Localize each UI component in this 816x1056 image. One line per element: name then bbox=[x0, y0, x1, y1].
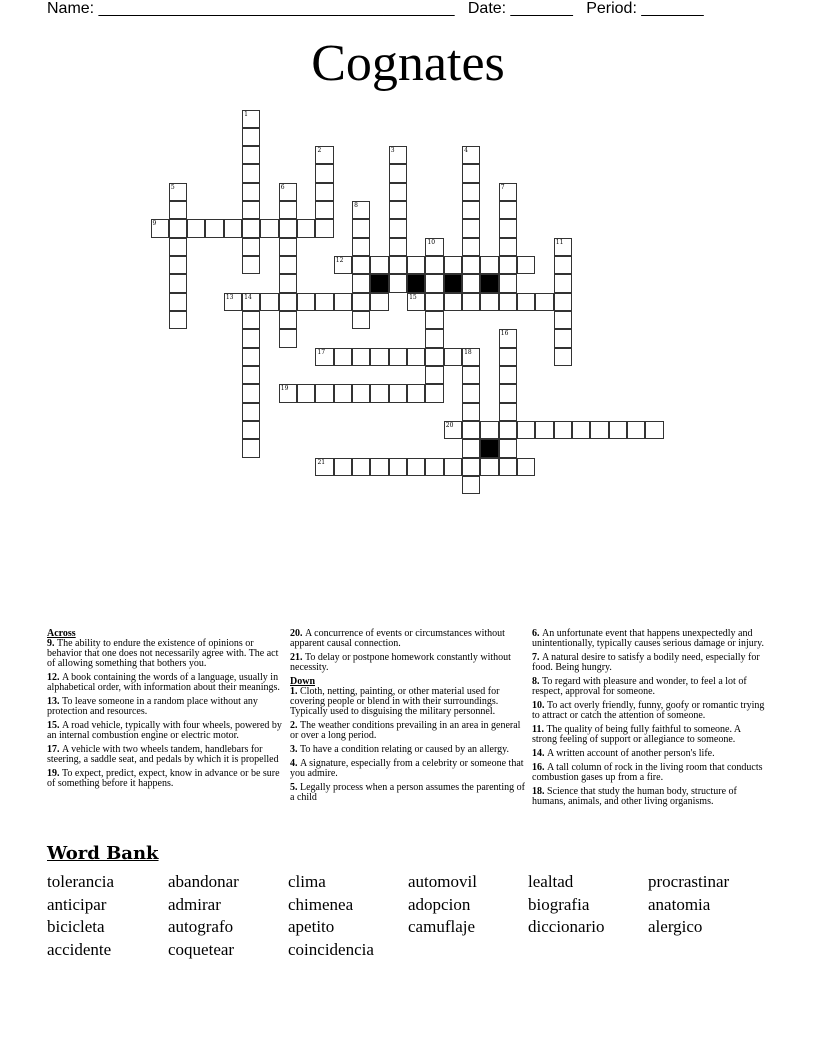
grid-cell[interactable] bbox=[499, 403, 517, 421]
across-clue bbox=[290, 629, 526, 649]
clue-number: 18 bbox=[464, 348, 472, 356]
grid-cell[interactable] bbox=[517, 421, 535, 439]
clue-number: 9. bbox=[47, 638, 57, 649]
word-bank-item: accidente bbox=[47, 939, 112, 959]
across-clue bbox=[47, 673, 283, 693]
word-bank-item: alergico bbox=[648, 917, 703, 936]
grid-cell[interactable] bbox=[554, 329, 572, 347]
clue-number: 20 bbox=[445, 422, 454, 430]
grid-cell[interactable] bbox=[462, 201, 480, 219]
clue-text: The ability to endure the existence of opinions or behavior that one does not necessarily agree with. The act of allowing something that bothers you. bbox=[47, 638, 279, 669]
word-bank-item: coincidencia bbox=[288, 939, 374, 959]
grid-cell[interactable] bbox=[407, 348, 425, 366]
grid-cell[interactable] bbox=[370, 384, 388, 402]
clue-number: 17. bbox=[47, 744, 62, 755]
grid-cell[interactable] bbox=[554, 256, 572, 274]
grid-cell[interactable] bbox=[462, 238, 480, 256]
grid-cell[interactable] bbox=[315, 293, 333, 311]
grid-cell[interactable] bbox=[242, 219, 260, 237]
grid-cell[interactable] bbox=[480, 421, 498, 439]
clue-number: 1 bbox=[244, 110, 248, 118]
grid-cell[interactable] bbox=[315, 183, 333, 201]
clues-column-1 bbox=[47, 629, 283, 793]
grid-cell[interactable] bbox=[425, 366, 443, 384]
grid-cell[interactable] bbox=[352, 293, 370, 311]
grid-cell[interactable] bbox=[169, 293, 187, 311]
grid-cell[interactable] bbox=[480, 256, 498, 274]
grid-cell[interactable] bbox=[242, 348, 260, 366]
grid-cell[interactable] bbox=[224, 293, 242, 311]
grid-cell[interactable] bbox=[425, 238, 443, 256]
grid-cell[interactable] bbox=[425, 384, 443, 402]
clue-number: 2 bbox=[317, 147, 322, 155]
down-clue bbox=[290, 745, 526, 755]
grid-cell[interactable] bbox=[242, 128, 260, 146]
grid-cell[interactable] bbox=[462, 146, 480, 164]
clue-number: 10. bbox=[532, 700, 547, 711]
clue-text: Cloth, netting, painting, or other material used for covering people or blend in with their surroundings. Typically used to disguising the military personnel. bbox=[290, 686, 500, 717]
clue-text: A tall column of rock in the living room that conducts combustion gases up from a fire. bbox=[532, 762, 763, 783]
clue-number: 16 bbox=[500, 330, 509, 338]
word-bank-item: tolerancia bbox=[47, 872, 115, 891]
grid-cell[interactable] bbox=[499, 329, 517, 347]
grid-cell[interactable] bbox=[609, 421, 627, 439]
grid-cell[interactable] bbox=[590, 421, 608, 439]
down-clue bbox=[290, 687, 526, 717]
clue-number: 13 bbox=[225, 293, 234, 301]
clue-text: A vehicle with two wheels tandem, handlebars for steering, a saddle seat, and pedals by which it is propelled bbox=[47, 744, 279, 765]
grid-cell[interactable] bbox=[499, 348, 517, 366]
grid-cell[interactable] bbox=[352, 201, 370, 219]
grid-cell[interactable] bbox=[554, 311, 572, 329]
grid-cell[interactable] bbox=[462, 421, 480, 439]
word-bank-item: adopcion bbox=[408, 894, 471, 914]
grid-cell[interactable] bbox=[279, 183, 297, 201]
grid-cell[interactable] bbox=[407, 384, 425, 402]
grid-cell[interactable] bbox=[279, 293, 297, 311]
clue-text: A signature, especially from a celebrity or someone that you admire. bbox=[290, 758, 524, 779]
grid-cell[interactable] bbox=[462, 366, 480, 384]
grid-cell[interactable] bbox=[389, 219, 407, 237]
word-bank-item: camuflaje bbox=[408, 917, 476, 936]
clue-number: 14 bbox=[244, 293, 252, 301]
down-heading: Down bbox=[290, 676, 316, 687]
grid-cell[interactable] bbox=[554, 238, 572, 256]
name-field[interactable]: Name: ________________________________________ bbox=[47, 0, 455, 17]
grid-cell[interactable] bbox=[389, 164, 407, 182]
grid-cell[interactable] bbox=[462, 256, 480, 274]
grid-cell[interactable] bbox=[517, 293, 535, 311]
grid-cell[interactable] bbox=[425, 311, 443, 329]
grid-cell[interactable] bbox=[370, 293, 388, 311]
down-clue bbox=[290, 721, 526, 741]
clue-number: 5 bbox=[170, 183, 175, 191]
grid-cell[interactable] bbox=[297, 293, 315, 311]
clue-text: An unfortunate event that happens unexpectedly and unintentionally, typically causes serious damage or injury. bbox=[532, 628, 764, 649]
word-bank-item: chimenea bbox=[288, 894, 354, 914]
grid-cell[interactable] bbox=[352, 348, 370, 366]
grid-cell[interactable] bbox=[334, 256, 352, 274]
grid-cell[interactable] bbox=[279, 329, 297, 347]
grid-cell[interactable] bbox=[352, 219, 370, 237]
grid-cell[interactable] bbox=[407, 256, 425, 274]
grid-cell[interactable] bbox=[315, 458, 333, 476]
grid-cell[interactable] bbox=[517, 458, 535, 476]
across-clue bbox=[47, 769, 283, 789]
clue-number: 11. bbox=[532, 724, 547, 735]
grid-cell[interactable] bbox=[260, 293, 278, 311]
grid-cell[interactable] bbox=[205, 219, 223, 237]
grid-cell[interactable] bbox=[242, 256, 260, 274]
down-clue bbox=[532, 677, 768, 697]
clue-number: 3. bbox=[290, 744, 300, 755]
across-clue bbox=[290, 653, 526, 673]
word-bank-item: admirar bbox=[168, 894, 221, 914]
across-clue bbox=[47, 721, 283, 741]
clue-number: 17 bbox=[317, 348, 326, 356]
clue-number: 15. bbox=[47, 720, 62, 731]
grid-cell[interactable] bbox=[389, 183, 407, 201]
grid-cell[interactable] bbox=[389, 256, 407, 274]
black-square bbox=[480, 274, 498, 292]
clue-number: 7 bbox=[500, 183, 505, 191]
grid-cell[interactable] bbox=[370, 458, 388, 476]
grid-cell[interactable] bbox=[425, 256, 443, 274]
word-bank-item: diccionario bbox=[528, 917, 605, 936]
grid-cell[interactable] bbox=[315, 146, 333, 164]
grid-cell[interactable] bbox=[169, 311, 187, 329]
down-clue bbox=[532, 653, 768, 673]
clue-number: 9 bbox=[152, 220, 157, 228]
word-bank-item: procrastinar bbox=[648, 872, 730, 891]
down-clue bbox=[532, 629, 768, 649]
grid-cell[interactable] bbox=[407, 458, 425, 476]
clue-number: 12. bbox=[47, 672, 62, 683]
grid-cell[interactable] bbox=[334, 384, 352, 402]
word-bank-item: bicicleta bbox=[47, 917, 105, 936]
clue-text: A written account of another person's life. bbox=[547, 748, 715, 759]
period-field[interactable]: Period: _______ bbox=[586, 0, 704, 17]
grid-cell[interactable] bbox=[499, 293, 517, 311]
grid-cell[interactable] bbox=[499, 201, 517, 219]
clue-text: To regard with pleasure and wonder, to feel a lot of respect, approval for someone. bbox=[532, 676, 747, 697]
grid-cell[interactable] bbox=[279, 219, 297, 237]
grid-cell[interactable] bbox=[462, 183, 480, 201]
grid-cell[interactable] bbox=[444, 256, 462, 274]
clue-number: 19. bbox=[47, 768, 62, 779]
clue-number: 19 bbox=[280, 385, 289, 393]
grid-cell[interactable] bbox=[169, 238, 187, 256]
clue-number: 6 bbox=[280, 183, 285, 191]
grid-cell[interactable] bbox=[315, 164, 333, 182]
clue-text: To expect, predict, expect, know in advance or be sure of something before it happens. bbox=[47, 768, 280, 789]
grid-cell[interactable] bbox=[444, 293, 462, 311]
clue-text: The quality of being fully faithful to someone. A strong feeling of support or allegiance to someone. bbox=[532, 724, 741, 745]
grid-cell[interactable] bbox=[315, 384, 333, 402]
down-clue bbox=[532, 763, 768, 783]
grid-cell[interactable] bbox=[462, 403, 480, 421]
grid-cell[interactable] bbox=[389, 458, 407, 476]
grid-cell[interactable] bbox=[151, 219, 169, 237]
clues-column-3 bbox=[532, 629, 768, 811]
across-heading: Across bbox=[47, 628, 76, 639]
grid-cell[interactable] bbox=[499, 238, 517, 256]
clue-text: To delay or postpone homework constantly without necessity. bbox=[290, 652, 511, 673]
grid-cell[interactable] bbox=[462, 476, 480, 494]
grid-cell[interactable] bbox=[297, 384, 315, 402]
grid-cell[interactable] bbox=[499, 219, 517, 237]
clue-number: 7. bbox=[532, 652, 542, 663]
grid-cell[interactable] bbox=[627, 421, 645, 439]
down-clue bbox=[290, 759, 526, 779]
grid-cell[interactable] bbox=[389, 201, 407, 219]
clue-number: 18. bbox=[532, 786, 547, 797]
clue-number: 1. bbox=[290, 686, 300, 697]
grid-cell[interactable] bbox=[462, 219, 480, 237]
grid-cell[interactable] bbox=[279, 201, 297, 219]
grid-cell[interactable] bbox=[242, 201, 260, 219]
clue-text: To have a condition relating or caused by an allergy. bbox=[300, 744, 509, 755]
grid-cell[interactable] bbox=[535, 293, 553, 311]
clue-number: 14. bbox=[532, 748, 547, 759]
clue-number: 13. bbox=[47, 696, 62, 707]
clue-text: The weather conditions prevailing in an area in general or over a long period. bbox=[290, 720, 521, 741]
clue-number: 5. bbox=[290, 782, 300, 793]
date-field[interactable]: Date: _______ bbox=[467, 0, 573, 17]
grid-cell[interactable] bbox=[499, 421, 517, 439]
grid-cell[interactable] bbox=[279, 274, 297, 292]
grid-cell[interactable] bbox=[462, 439, 480, 457]
clue-number: 20. bbox=[290, 628, 305, 639]
black-square bbox=[480, 439, 498, 457]
grid-cell[interactable] bbox=[260, 219, 278, 237]
grid-cell[interactable] bbox=[645, 421, 663, 439]
grid-cell[interactable] bbox=[480, 293, 498, 311]
grid-cell[interactable] bbox=[554, 274, 572, 292]
grid-cell[interactable] bbox=[242, 403, 260, 421]
grid-cell[interactable] bbox=[242, 110, 260, 128]
word-bank-item: abandonar bbox=[168, 872, 239, 891]
grid-cell[interactable] bbox=[279, 384, 297, 402]
grid-cell[interactable] bbox=[224, 219, 242, 237]
grid-cell[interactable] bbox=[242, 238, 260, 256]
clue-text: A natural desire to satisfy a bodily need, especially for food. Being hungry. bbox=[532, 652, 760, 673]
grid-cell[interactable] bbox=[425, 458, 443, 476]
clue-number: 8. bbox=[532, 676, 542, 687]
word-bank-item: autografo bbox=[168, 917, 234, 936]
grid-cell[interactable] bbox=[462, 384, 480, 402]
grid-cell[interactable] bbox=[499, 458, 517, 476]
grid-cell[interactable] bbox=[535, 421, 553, 439]
word-bank-item: apetito bbox=[288, 917, 335, 936]
clue-number: 21 bbox=[317, 458, 326, 466]
grid-cell[interactable] bbox=[352, 238, 370, 256]
grid-cell[interactable] bbox=[462, 164, 480, 182]
grid-cell[interactable] bbox=[499, 384, 517, 402]
clue-number: 2. bbox=[290, 720, 300, 731]
clue-text: A concurrence of events or circumstances without apparent causal connection. bbox=[290, 628, 505, 649]
grid-cell[interactable] bbox=[370, 256, 388, 274]
grid-cell[interactable] bbox=[242, 146, 260, 164]
clue-text: Legally process when a person assumes the parenting of a child bbox=[290, 782, 525, 803]
grid-cell[interactable] bbox=[334, 348, 352, 366]
grid-cell[interactable] bbox=[425, 348, 443, 366]
grid-cell[interactable] bbox=[242, 293, 260, 311]
grid-cell[interactable] bbox=[169, 256, 187, 274]
down-clue bbox=[532, 787, 768, 807]
grid-cell[interactable] bbox=[499, 366, 517, 384]
grid-cell[interactable] bbox=[279, 238, 297, 256]
clues-column-2 bbox=[290, 629, 526, 807]
grid-cell[interactable] bbox=[444, 348, 462, 366]
grid-cell[interactable] bbox=[462, 458, 480, 476]
clue-number: 12 bbox=[335, 257, 344, 265]
grid-cell[interactable] bbox=[315, 201, 333, 219]
grid-cell[interactable] bbox=[499, 256, 517, 274]
down-clue bbox=[532, 701, 768, 721]
grid-cell[interactable] bbox=[517, 256, 535, 274]
grid-cell[interactable] bbox=[242, 329, 260, 347]
grid-cell[interactable] bbox=[407, 293, 425, 311]
grid-cell[interactable] bbox=[334, 458, 352, 476]
grid-cell[interactable] bbox=[499, 274, 517, 292]
grid-cell[interactable] bbox=[389, 348, 407, 366]
word-bank-item: clima bbox=[288, 872, 326, 891]
clue-number: 4 bbox=[464, 147, 468, 155]
grid-cell[interactable] bbox=[242, 384, 260, 402]
grid-cell[interactable] bbox=[242, 183, 260, 201]
grid-cell[interactable] bbox=[242, 421, 260, 439]
grid-cell[interactable] bbox=[462, 274, 480, 292]
grid-cell[interactable] bbox=[334, 293, 352, 311]
clue-text: Science that study the human body, structure of humans, animals, and other living organisms. bbox=[532, 786, 737, 807]
grid-cell[interactable] bbox=[554, 348, 572, 366]
across-clue bbox=[47, 639, 283, 669]
clue-number: 3 bbox=[390, 147, 395, 155]
grid-cell[interactable] bbox=[242, 366, 260, 384]
grid-cell[interactable] bbox=[242, 439, 260, 457]
grid-cell[interactable] bbox=[370, 348, 388, 366]
word-bank-item: coquetear bbox=[168, 939, 235, 959]
grid-cell[interactable] bbox=[315, 219, 333, 237]
grid-cell[interactable] bbox=[169, 201, 187, 219]
word-bank-item: lealtad bbox=[528, 872, 574, 891]
black-square bbox=[370, 274, 388, 292]
down-clue bbox=[290, 783, 526, 803]
grid-cell[interactable] bbox=[462, 293, 480, 311]
student-info-line bbox=[47, 0, 704, 18]
grid-cell[interactable] bbox=[554, 293, 572, 311]
clue-text: A road vehicle, typically with four wheels, powered by an internal combustion engine or electric motor. bbox=[47, 720, 282, 741]
word-bank-title: Word Bank bbox=[47, 843, 159, 864]
grid-cell[interactable] bbox=[242, 164, 260, 182]
grid-cell[interactable] bbox=[444, 458, 462, 476]
grid-cell[interactable] bbox=[389, 384, 407, 402]
black-square bbox=[407, 274, 425, 292]
grid-cell[interactable] bbox=[297, 219, 315, 237]
grid-cell[interactable] bbox=[169, 274, 187, 292]
grid-cell[interactable] bbox=[169, 219, 187, 237]
grid-cell[interactable] bbox=[572, 421, 590, 439]
clue-number: 15 bbox=[409, 293, 417, 301]
grid-cell[interactable] bbox=[389, 274, 407, 292]
clue-text: A book containing the words of a language, usually in alphabetical order, with information about their meanings. bbox=[47, 672, 280, 693]
grid-cell[interactable] bbox=[352, 311, 370, 329]
grid-cell[interactable] bbox=[480, 458, 498, 476]
clue-text: To act overly friendly, funny, goofy or romantic trying to attract or catch the attention of someone. bbox=[532, 700, 765, 721]
clue-number: 10 bbox=[427, 238, 436, 246]
word-bank-item: biografia bbox=[528, 894, 590, 914]
grid-cell[interactable] bbox=[169, 183, 187, 201]
grid-cell[interactable] bbox=[389, 238, 407, 256]
down-clue bbox=[532, 749, 768, 759]
grid-cell[interactable] bbox=[554, 421, 572, 439]
word-bank-item: anatomia bbox=[648, 894, 711, 914]
grid-cell[interactable] bbox=[444, 421, 462, 439]
grid-cell[interactable] bbox=[279, 256, 297, 274]
grid-cell[interactable] bbox=[425, 274, 443, 292]
clue-number: 21. bbox=[290, 652, 305, 663]
grid-cell[interactable] bbox=[352, 384, 370, 402]
down-clue bbox=[532, 725, 768, 745]
grid-cell[interactable] bbox=[425, 293, 443, 311]
grid-cell[interactable] bbox=[389, 146, 407, 164]
clue-number: 11 bbox=[555, 238, 564, 246]
grid-cell[interactable] bbox=[352, 274, 370, 292]
grid-cell[interactable] bbox=[315, 348, 333, 366]
black-square bbox=[444, 274, 462, 292]
clue-text: To leave someone in a random place without any protection and resources. bbox=[47, 696, 258, 717]
grid-cell[interactable] bbox=[499, 183, 517, 201]
clue-number: 6. bbox=[532, 628, 542, 639]
across-clue bbox=[47, 697, 283, 717]
word-bank-item: automovil bbox=[408, 872, 477, 891]
page-title: Cognates bbox=[311, 35, 505, 92]
grid-cell[interactable] bbox=[352, 458, 370, 476]
grid-cell[interactable] bbox=[425, 329, 443, 347]
clue-number: 16. bbox=[532, 762, 547, 773]
grid-cell[interactable] bbox=[242, 311, 260, 329]
word-bank-item: anticipar bbox=[47, 894, 107, 914]
grid-cell[interactable] bbox=[352, 256, 370, 274]
grid-cell[interactable] bbox=[462, 348, 480, 366]
grid-cell[interactable] bbox=[279, 311, 297, 329]
clue-number: 8 bbox=[354, 202, 358, 210]
grid-cell[interactable] bbox=[499, 439, 517, 457]
clue-number: 4. bbox=[290, 758, 300, 769]
across-clue bbox=[47, 745, 283, 765]
grid-cell[interactable] bbox=[187, 219, 205, 237]
